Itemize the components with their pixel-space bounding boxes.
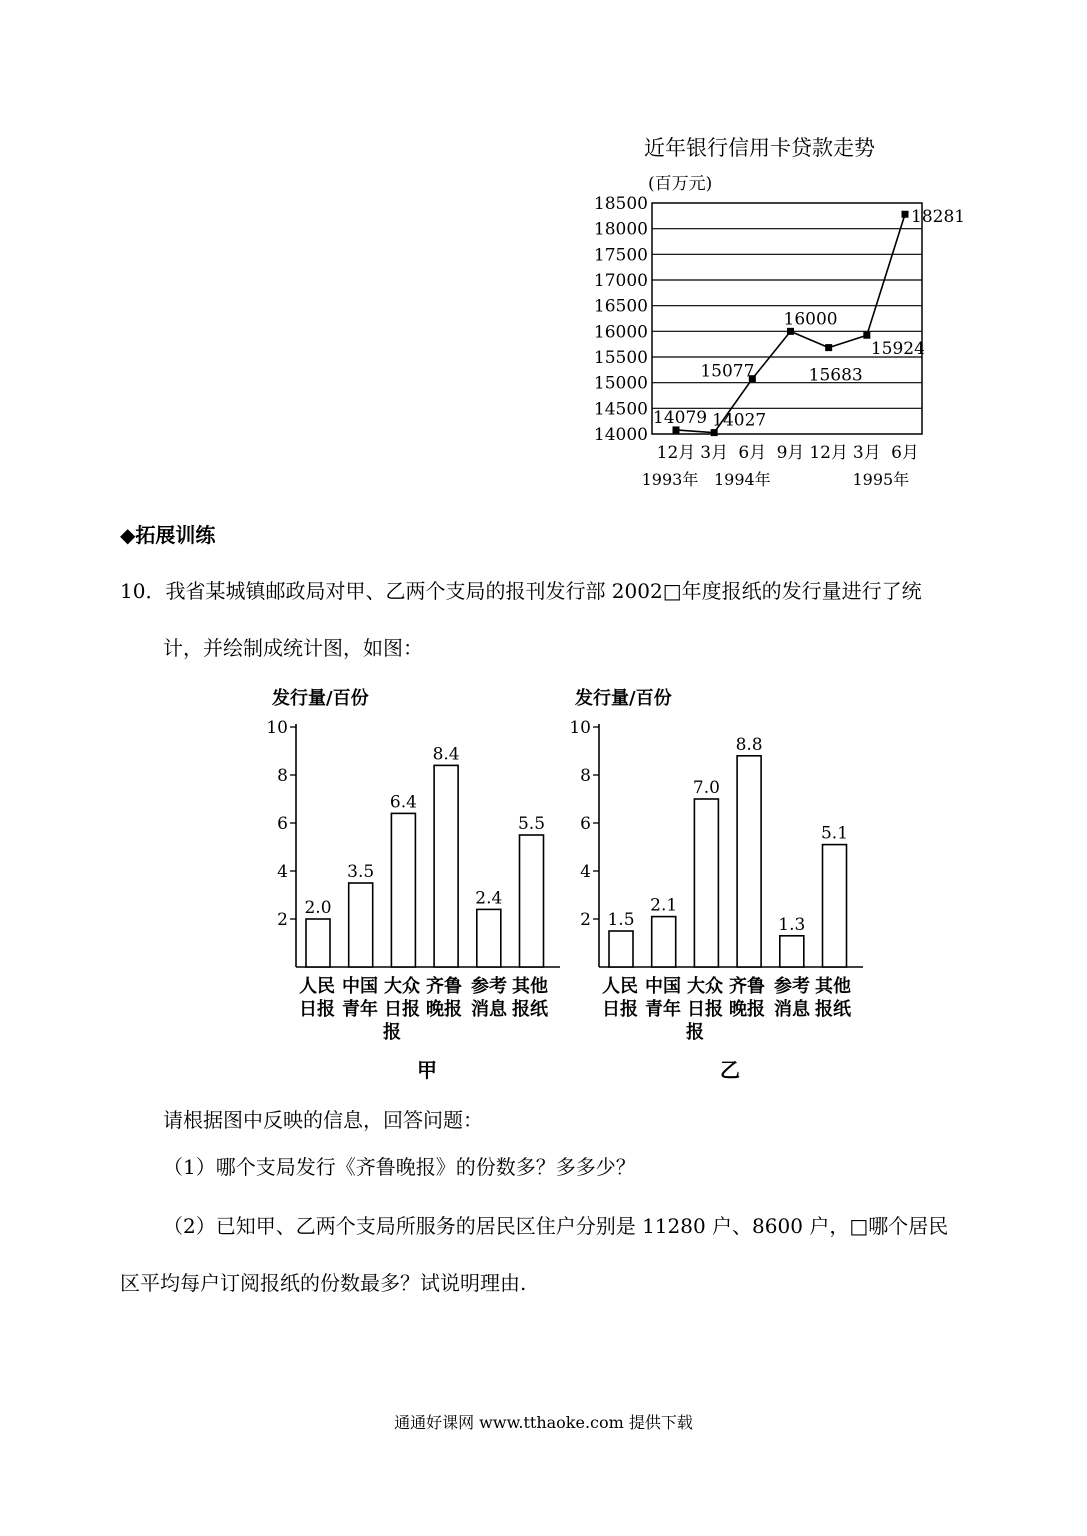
bar: [609, 931, 633, 967]
x-year-label: 1993年: [641, 470, 699, 489]
bar: [349, 883, 373, 967]
data-point: [863, 332, 870, 339]
x-tick-label: 6月: [891, 443, 919, 463]
y-tick-label: 4: [277, 862, 288, 882]
bar: [520, 835, 544, 967]
category-label: 报: [383, 1022, 401, 1043]
prompt-text: 请根据图中反映的信息，回答问题：: [163, 1108, 483, 1132]
category-label: 消息: [774, 999, 810, 1020]
bar-value-label: 1.5: [607, 910, 635, 930]
x-tick-label: 9月: [776, 443, 805, 463]
category-label: 晚报: [729, 999, 765, 1020]
bar: [780, 936, 804, 967]
y-tick-label: 8: [277, 766, 288, 786]
y-tick-label: 6: [580, 814, 591, 834]
y-tick-label: 18000: [593, 219, 648, 240]
x-year-label: 1995年: [852, 470, 910, 489]
category-label: 日报: [299, 999, 335, 1020]
y-tick-label: 10: [266, 718, 288, 738]
data-label: 15683: [808, 365, 863, 386]
data-label: 18281: [911, 207, 966, 228]
bar-value-label: 3.5: [347, 862, 375, 882]
x-tick-label: 12月: [809, 443, 848, 463]
data-label: 14027: [712, 410, 767, 431]
question-number: 10．: [120, 579, 166, 603]
bar: [737, 756, 761, 967]
category-label: 中国: [645, 976, 681, 997]
category-label: 其他: [815, 976, 851, 997]
category-label: 晚报: [426, 999, 462, 1020]
y-tick-label: 8: [580, 766, 591, 786]
question-2-line2: 区平均每户订阅报纸的份数最多？试说明理由.: [120, 1271, 527, 1295]
line-chart-title: 近年银行信用卡贷款走势: [644, 136, 875, 160]
x-tick-label: 3月: [852, 443, 881, 463]
category-label: 消息: [471, 999, 507, 1020]
category-label: 其他: [512, 976, 548, 997]
question-1: （1）哪个支局发行《齐鲁晚报》的份数多？多多少？: [163, 1155, 636, 1179]
category-label: 报: [686, 1022, 704, 1043]
category-label: 日报: [384, 999, 420, 1020]
data-label: 16000: [783, 309, 838, 330]
y-tick-label: 16500: [593, 296, 648, 317]
bar-value-label: 2.0: [304, 898, 332, 918]
category-label: 报纸: [512, 999, 548, 1020]
y-axis-title: 发行量/百份: [272, 688, 369, 709]
y-tick-label: 15000: [593, 373, 648, 394]
y-tick-label: 2: [277, 910, 288, 930]
y-tick-label: 17000: [593, 271, 648, 291]
y-tick-label: 14000: [593, 425, 648, 445]
category-label: 大众: [384, 976, 420, 997]
bar: [306, 919, 330, 967]
category-label: 齐鲁: [729, 976, 765, 997]
y-tick-label: 14500: [593, 399, 648, 420]
question-2-line1: （2）已知甲、乙两个支局所服务的居民区住户分别是 11280 户、8600 户，□哪个居民: [163, 1214, 949, 1238]
y-tick-label: 17500: [593, 245, 648, 266]
chart-caption: 乙: [720, 1058, 740, 1082]
bar-chart-yi: [565, 680, 865, 1080]
category-label: 参考: [774, 976, 810, 997]
bar-chart-jia: [262, 680, 562, 1080]
data-label: 14079: [653, 407, 708, 428]
bar: [477, 909, 501, 967]
y-tick-label: 15500: [593, 348, 648, 368]
x-tick-label: 3月: [700, 443, 729, 463]
question-10-line1: [120, 581, 922, 601]
bar-value-label: 2.1: [650, 895, 678, 916]
data-point: [902, 211, 909, 218]
y-tick-label: 10: [569, 718, 591, 738]
category-label: 日报: [602, 999, 638, 1020]
y-tick-label: 18500: [593, 194, 648, 214]
category-label: 报纸: [815, 999, 851, 1020]
data-point: [825, 344, 832, 351]
category-label: 大众: [687, 976, 723, 997]
bar-value-label: 1.3: [778, 914, 806, 935]
bar: [391, 813, 415, 967]
x-tick-label: 6月: [738, 443, 767, 463]
question-10-line2: 计，并绘制成统计图，如图：: [163, 636, 423, 660]
footer-text: 通通好课网 www.tthaoke.com 提供下载: [394, 1413, 693, 1432]
bar-value-label: 8.4: [432, 744, 460, 765]
x-tick-label: 12月: [656, 443, 696, 463]
category-label: 青年: [645, 999, 681, 1020]
line-chart-unit: (百万元): [648, 174, 713, 194]
data-label: 15077: [700, 361, 755, 382]
loan-trend-line-chart: [593, 130, 1000, 500]
category-label: 青年: [342, 999, 378, 1020]
section-title: ◆拓展训练: [120, 523, 216, 547]
y-tick-label: 6: [277, 814, 288, 834]
x-year-label: 1994年: [713, 470, 771, 489]
category-label: 人民: [602, 976, 638, 997]
bar-value-label: 8.8: [735, 734, 763, 755]
bar: [694, 799, 718, 967]
bar-value-label: 2.4: [475, 888, 503, 909]
bar: [652, 917, 676, 967]
category-label: 齐鲁: [426, 976, 462, 997]
data-label: 15924: [870, 339, 925, 360]
bar-value-label: 6.4: [389, 792, 417, 813]
y-tick-label: 16000: [593, 322, 648, 343]
y-tick-label: 4: [580, 862, 591, 882]
category-label: 人民: [299, 976, 335, 997]
chart-caption: 甲: [417, 1058, 437, 1082]
category-label: 参考: [471, 976, 507, 997]
category-label: 中国: [342, 976, 378, 997]
bar-value-label: 5.1: [820, 823, 849, 844]
question-text-1: 我省某城镇邮政局对甲、乙两个支局的报刊发行部 2002□年度报纸的发行量进行了统: [165, 579, 922, 603]
bar-value-label: 7.0: [692, 778, 720, 798]
y-axis-title: 发行量/百份: [575, 688, 672, 709]
bar-value-label: 5.5: [517, 814, 546, 834]
bar: [434, 765, 458, 967]
bar: [823, 845, 847, 967]
y-tick-label: 2: [580, 910, 591, 930]
category-label: 日报: [687, 999, 723, 1020]
